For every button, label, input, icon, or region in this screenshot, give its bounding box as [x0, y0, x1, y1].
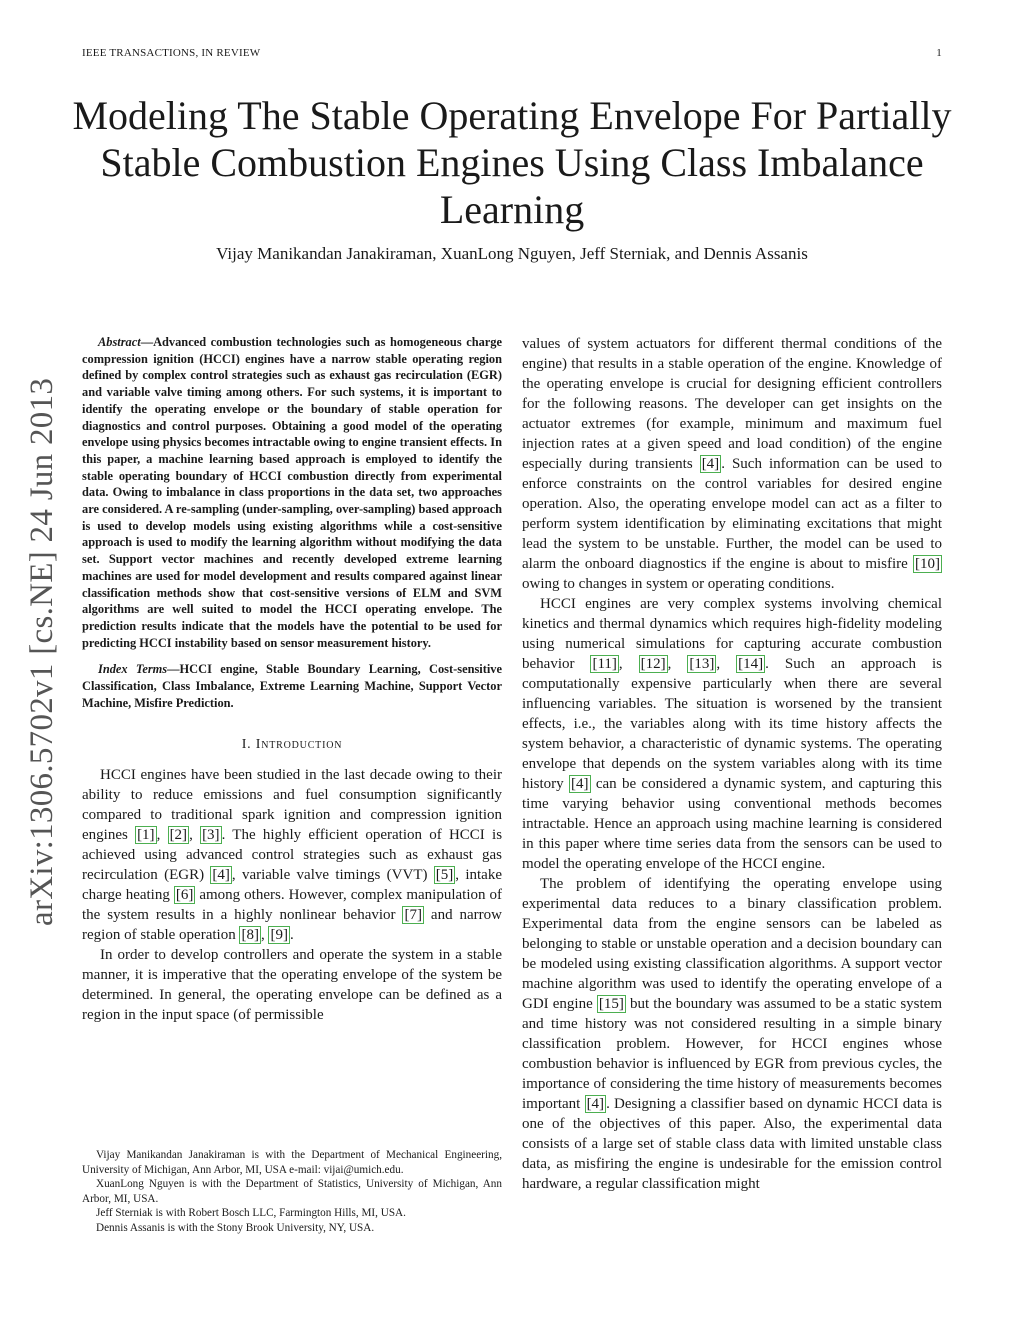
intro-paragraph-2: In order to develop controllers and operate the system in a stable manner, it is imperative that the operating envelope of the system be determined. In general, the operating envelope can be defined as a region in the input space (of permissible: [82, 947, 502, 1024]
text-run: , intake charge heating: [82, 867, 502, 904]
journal-name: IEEE TRANSACTIONS, IN REVIEW: [82, 47, 261, 59]
citation-link[interactable]: [4]: [701, 456, 720, 472]
citation-link[interactable]: [3]: [202, 827, 220, 844]
footnote: XuanLong Nguyen is with the Department of Statistics, University of Michigan, Ann Arbor, MI, USA.: [82, 1178, 502, 1205]
text-run: The problem of identifying the operating envelope using experimental data reduces to a binary classification problem. Experimental data from the engine sensors can be labeled as belonging to stable or unstable operation and a decision boundary can be modeled using existing classification algorithms. A support vector machine algorithm was used to identify the operating envelope of a GDI engine: [522, 876, 942, 1012]
author-list: Vijay Manikandan Janakiraman, XuanLong Nguyen, Jeff Sterniak, and Dennis Assanis: [216, 244, 808, 263]
text-run: owing to changes in system or operating conditions.: [522, 576, 835, 592]
paper-title: Modeling The Stable Operating Envelope For Partially Stable Combustion Engines Using Class Imbalance Learning: [72, 93, 952, 232]
text-run: . Designing a classifier based on dynamic HCCI data is one of the objectives of this paper. Also, the experimental data consists of a large set of stable class data with limited unstable class data, as misfiring the engine is undesirable for the emission control hardware, a regular classification might: [522, 1096, 942, 1192]
text-run: ,: [618, 656, 639, 672]
citation-link[interactable]: [14]: [738, 656, 764, 672]
page-number: 1: [936, 47, 942, 59]
abstract: [82, 334, 502, 651]
citation-link[interactable]: [13]: [689, 656, 715, 672]
abstract-label: Abstract: [98, 335, 141, 349]
footnote: Vijay Manikandan Janakiraman is with the Department of Mechanical Engineering, University of Michigan, Ann Arbor, MI, USA e-mail: vijai@umich.edu.: [82, 1149, 502, 1176]
citation-link[interactable]: [11]: [592, 656, 617, 672]
citation-link[interactable]: [12]: [640, 656, 666, 672]
abstract-dash: —: [140, 335, 154, 349]
text-run: .: [289, 927, 294, 944]
index-terms-dash: —: [167, 662, 180, 677]
running-header: [82, 47, 942, 63]
footnote: Dennis Assanis is with the Stony Brook University, NY, USA.: [96, 1221, 375, 1234]
text-run: ,: [189, 827, 201, 844]
citation-link[interactable]: [7]: [404, 907, 422, 924]
text-run: . The highly efficient operation of HCCI is achieved using advanced control strategies such as exhaust gas recirculation (EGR): [82, 827, 503, 884]
citation-link[interactable]: [2]: [169, 827, 188, 844]
text-run: can be considered a dynamic system, and capturing this time varying behavior using conventional methods becomes intractable. Hence an approach using machine learning is considered in this paper where time series data from the sensors can be used to model the operating envelope of the HCCI engine.: [522, 776, 943, 872]
arxiv-stamp: arXiv:1306.5702v1 [cs.NE] 24 Jun 2013: [24, 377, 60, 926]
right-column: [522, 334, 942, 1194]
citation-link[interactable]: [1]: [137, 827, 155, 844]
citation-link[interactable]: [9]: [270, 927, 288, 944]
abstract-text: Advanced combustion technologies such as homogeneous charge compression ignition (HCCI) engines have a narrow stable operating region defined by complex control strategies such as exhaust gas recirculation (EGR) and variable valve timing among others. For such systems, it is important to identify the operating envelope or the boundary of stable operation for diagnostics and control purposes. Obtaining a good model of the operating envelope using physics becomes intractable owing to engine transient effects. In this paper, a machine learning based approach is employed to identify the stable operating boundary of HCCI combustion directly from experimental data. Owing to imbalance in class proportions in the data set, two approaches are considered. A re-sampling (under-sampling, over-sampling) based approach is used to develop models using existing algorithms while a cost-sensitive approach is used to modify the learning algorithm without modifying the data set. Support vector machines and recently developed extreme learning machines are used for model development and results compared against linear classification methods show that cost-sensitive versions of ELM and SVM algorithms are well suited to model the HCCI operating envelope. The prediction results indicate that the models have the potential to be used for predicting HCCI instability based on sensor measurement history.: [82, 335, 502, 650]
intro-paragraph-1: [82, 765, 502, 945]
text-run: ,: [667, 656, 688, 672]
section-title: Introduction: [255, 737, 343, 753]
citation-link[interactable]: [6]: [175, 887, 194, 904]
right-paragraph-3: [522, 874, 942, 1194]
text-run: . Such an approach is computationally expensive particularly when there are several influencing variables. The situation is worsened by the transient effects, i.e., the variables along with its time history affects the system behavior, a characteristic of dynamic systems. The operating envelope that depends on the system variables along with its time history: [522, 656, 943, 792]
right-paragraph-1: [522, 334, 942, 594]
index-terms: [82, 661, 502, 711]
citation-link[interactable]: [15]: [598, 996, 624, 1012]
citation-link[interactable]: [8]: [241, 927, 259, 944]
citation-link[interactable]: [4]: [212, 867, 230, 884]
text-run: HCCI engines have been studied in the last decade owing to their ability to reduce emissions and fuel consumption significantly compared to traditional spark ignition and compression ignition engines: [82, 767, 502, 844]
text-run: ,: [716, 656, 737, 672]
citation-link[interactable]: [4]: [586, 1096, 605, 1112]
section-number: I.: [241, 737, 256, 753]
index-terms-text: HCCI engine, Stable Boundary Learning, Cost-sensitive Classification, Class Imbalance, Extreme Learning Machine, Support Vector Machine, Misfire Prediction.: [82, 662, 502, 710]
section-heading-introduction: [82, 737, 502, 753]
text-run: but the boundary was assumed to be a static system and time history was not considered resulting in a simple binary classification problem. However, for HCCI engines whose combustion behavior is influenced by EGR from previous cycles, the importance of considering the time history of measurements becomes important: [522, 996, 942, 1112]
text-run: values of system actuators for different thermal conditions of the engine) that results in a stable operation of the engine. Knowledge of the operating envelope is crucial for designing efficient controllers for the following reasons. The developer can get insights on the actuator extremes (for example, minimum and maximum fuel injection rates at a given speed and load condition) of the engine especially during transients: [522, 336, 942, 472]
text-run: . Such information can be used to enforce constraints on the control variables for desired engine operation. Also, the operating envelope model can act as a filter to perform system identification by eliminating excitations that might lead the system to be unstable. Further, the model can be used to alarm the onboard diagnostics if the engine is about to misfire: [522, 456, 942, 572]
citation-link[interactable]: [10]: [915, 556, 940, 572]
text-run: HCCI engines are very complex systems involving chemical kinetics and thermal dynamics which requires high-fidelity modeling using numerical simulations for capturing accurate combustion behavior: [522, 596, 942, 672]
footnote: Jeff Sterniak is with Robert Bosch LLC, Farmington Hills, MI, USA.: [96, 1207, 406, 1220]
text-run: , variable valve timings (VVT): [231, 867, 434, 884]
right-paragraph-2: [522, 594, 942, 874]
author-footnotes: [82, 1148, 502, 1236]
left-column: [82, 334, 502, 1025]
text-run: ,: [156, 827, 168, 844]
text-run: and narrow region of stable operation: [82, 907, 502, 944]
citation-link[interactable]: [5]: [435, 867, 454, 884]
text-run: ,: [260, 927, 269, 944]
text-run: among others. However, complex manipulation of the system results in a highly nonlinear behavior: [82, 887, 502, 924]
index-terms-label: Index Terms: [98, 662, 168, 677]
citation-link[interactable]: [4]: [571, 776, 589, 792]
